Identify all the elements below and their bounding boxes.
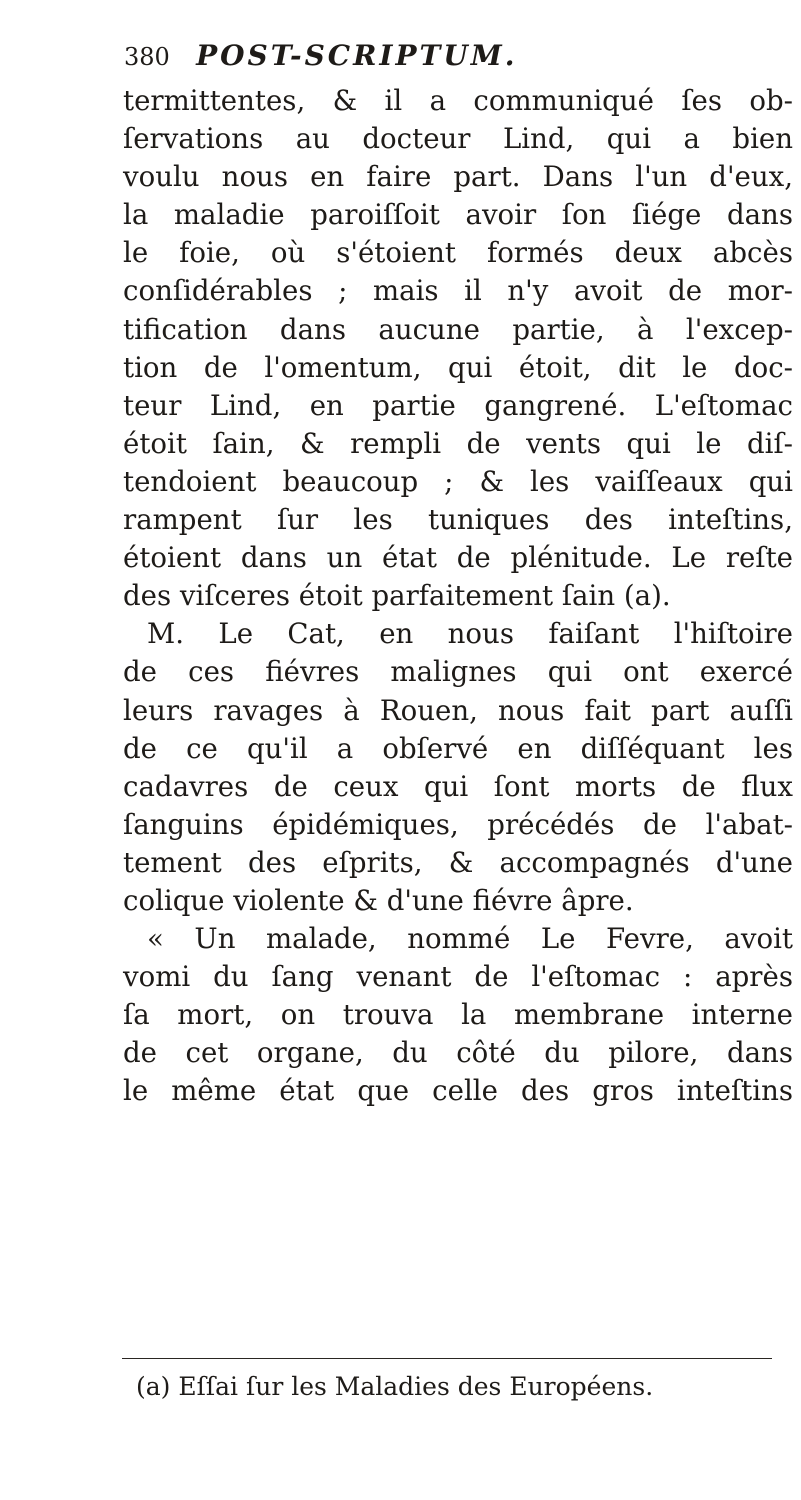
text-line: cadavres de ceux qui ſont morts de flux <box>123 769 793 803</box>
text-line: des viſceres étoit parfaitement ſain (a). <box>123 579 671 613</box>
text-line: étoit ſain, & rempli de vents qui le diſ- <box>123 426 793 460</box>
body-text <box>123 82 793 1111</box>
text-line: tion de l'omentum, qui étoit, dit le doc- <box>123 350 793 384</box>
text-line: ſa mort, on trouva la membrane interne <box>123 998 793 1032</box>
page-number: 380 <box>124 43 170 71</box>
text-line: conſidérables ; mais il n'y avoit de mor- <box>123 274 793 308</box>
text-line: tification dans aucune partie, à l'excep- <box>123 312 793 346</box>
text-line: M. Le Cat, en nous faiſant l'hiſtoire <box>147 617 793 651</box>
text-line: rampent ſur les tuniques des inteſtins, <box>123 503 793 537</box>
text-line: le même état que celle des gros inteſtins <box>123 1074 793 1108</box>
text-line: vomi du ſang venant de l'eſtomac : après <box>123 960 793 994</box>
text-line: colique violente & d'une fiévre âpre. <box>123 883 634 917</box>
text-line: la maladie paroiſſoit avoir ſon ſiége dans <box>123 198 793 232</box>
page-header <box>124 36 724 76</box>
text-line: de ces fiévres malignes qui ont exercé <box>123 655 793 689</box>
text-line: voulu nous en faire part. Dans l'un d'eux, <box>123 160 793 194</box>
text-line: termittentes, & il a communiqué ſes ob- <box>123 84 793 117</box>
text-line: le foie, où s'étoient formés deux abcès <box>123 236 793 270</box>
text-line: leurs ravages à Rouen, nous fait part auſſi <box>123 693 793 727</box>
text-line: de ce qu'il a obſervé en diſſéquant les <box>123 731 793 765</box>
running-title: POST-SCRIPTUM. <box>196 39 518 72</box>
text-line: tement des eſprits, & accompagnés d'une <box>123 845 793 879</box>
footnote: (a) Eſſai ſur les Maladies des Européens. <box>136 1372 654 1401</box>
text-line: tendoient beaucoup ; & les vaiſſeaux qui <box>123 464 793 498</box>
footnote-rule <box>122 1358 772 1359</box>
text-line: « Un malade, nommé Le Fevre, avoit <box>147 922 793 956</box>
text-line: teur Lind, en partie gangrené. L'eſtomac <box>123 388 793 422</box>
text-line: étoient dans un état de plénitude. Le reſte <box>123 541 793 575</box>
text-line: ſanguins épidémiques, précédés de l'abat- <box>123 807 793 841</box>
text-line: de cet organe, du côté du pilore, dans <box>123 1036 793 1070</box>
text-line: ſervations au docteur Lind, qui a bien <box>123 122 793 156</box>
